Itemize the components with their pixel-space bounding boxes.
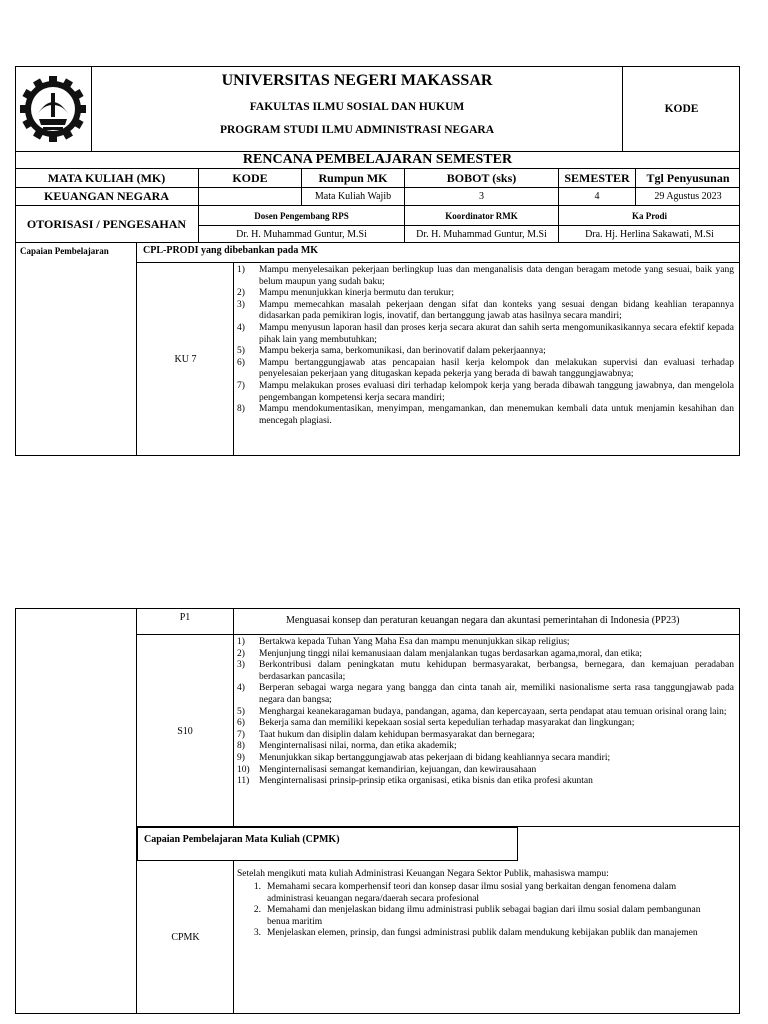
col-bobot-label: BOBOT (sks) — [405, 168, 559, 188]
list-item — [237, 730, 734, 742]
col-rumpun-label: Rumpun MK — [302, 168, 405, 188]
list-item-number: 5) — [237, 346, 245, 357]
cpmk-items — [237, 882, 717, 940]
list-item — [237, 649, 734, 661]
list-item — [237, 928, 717, 940]
cpl-prodi-label: CPL-PRODI yang dibebankan pada MK — [137, 242, 740, 263]
semester-value: 4 — [559, 187, 636, 206]
cp-label-col — [15, 242, 137, 456]
kaprodi-label: Ka Prodi — [631, 210, 668, 221]
list-item-text: Mampu bertanggungjawab atas pencapaian hasil kerja kelompok dan melakukan supervisi dan evaluasi terhadap penyelesaian pekerjaan yang ditugaskan kepada pekerja yang berada di bawah tanggungjawabnya; — [259, 357, 734, 380]
list-item — [237, 741, 734, 753]
list-item-number: 4) — [237, 322, 245, 333]
list-item-text: Berkontribusi dalam peningkatan mutu kehidupan bermasyarakat, berbangsa, bernegara, dan kemajuan peradaban berdasarkan pancasila; — [259, 660, 734, 682]
list-item-number: 5) — [237, 706, 245, 717]
list-item-number: 6) — [237, 357, 245, 368]
list-item-text: Menginternalisasi nilai, norma, dan etika akademik; — [259, 741, 457, 752]
list-item-text: Mampu bekerja sama, berkomunikasi, dan berinovatif dalam pekerjaannya; — [259, 346, 546, 357]
koordinator-value: Dr. H. Muhammad Guntur, M.Si — [405, 226, 559, 243]
list-item — [237, 300, 734, 323]
list-item-text: Menunjukkan sikap bertanggungjawab atas pekerjaan di bidang keahliannya secara mandiri; — [259, 752, 611, 763]
list-item — [237, 707, 734, 719]
col-semester-label: SEMESTER — [559, 168, 636, 188]
program-name: PROGRAM STUDI ILMU ADMINISTRASI NEGARA — [219, 124, 495, 136]
list-item-number: 7) — [237, 729, 245, 740]
dosen-label: Dosen Pengembang RPS — [199, 205, 405, 226]
list-item — [237, 718, 734, 730]
list-item — [237, 404, 734, 427]
list-item-text: Mampu melakukan proses evaluasi diri terhadap kelompok kerja yang berada dibawah tanggung jawabnya, dan mengelola pengembangan kompetensi kerja secara mandiri; — [259, 380, 734, 403]
list-item-text: Berperan sebagai warga negara yang bangga dan cinta tanah air, memiliki nasionalisme serta rasa tanggungjawab pada negara dan bangsa; — [259, 683, 734, 705]
list-item-text: Taat hukum dan disiplin dalam kehidupan bermasyarakat dan bernegara; — [259, 729, 535, 740]
list-item — [237, 765, 734, 777]
list-item — [237, 637, 734, 649]
list-item — [237, 683, 734, 706]
list-item — [237, 753, 734, 765]
list-item-number: 3) — [237, 299, 245, 310]
list-item-number: 4) — [237, 683, 245, 694]
list-item-text: Mampu memecahkan masalah pekerjaan dengan sifat dan konteks yang sesuai dengan bidang keahlian terapannya didasarkan pada pemikiran logis, inovatif, dan bertanggung jawab atas hasilnya secara mandiri; — [259, 299, 734, 322]
list-item — [237, 358, 734, 381]
col-mk-label: MATA KULIAH (MK) — [15, 168, 199, 188]
list-item-number: 2) — [237, 288, 245, 299]
koordinator-label: Koordinator RMK — [405, 205, 559, 226]
university-name: UNIVERSITAS NEGERI MAKASSAR — [221, 72, 493, 89]
list-item-number: 1) — [237, 637, 245, 647]
list-item-number: 1. — [253, 882, 261, 892]
otorisasi-label: OTORISASI / PENGESAHAN — [15, 205, 199, 243]
list-item-text: Menjelaskan elemen, prinsip, dan fungsi administrasi publik dalam mendukung kebijakan publik dan manajemen — [267, 928, 698, 939]
list-item-number: 8) — [237, 741, 245, 752]
rumpun-value: Mata Kuliah Wajib — [302, 187, 405, 206]
list-item-text: Memahami secara komperhensif teori dan konsep dasar ilmu sosial yang berkaitan dengan fenomena dalam administrasi keuangan negara/daerah secara profesional — [267, 882, 677, 904]
s10-list — [237, 637, 734, 788]
list-item-text: Menghargai keanekaragaman budaya, pandangan, agama, dan kepercayaan, serta pendapat atau temuan orisinal orang lain; — [259, 706, 727, 717]
cpmk-intro: Setelah mengikuti mata kuliah Administrasi Keuangan Negara Sektor Publik, mahasiswa mampu: — [237, 869, 609, 879]
kode-value — [199, 187, 302, 206]
col-tgl-label: Tgl Penyusunan — [646, 170, 730, 185]
list-item-text: Bertakwa kepada Tuhan Yang Maha Esa dan mampu menunjukkan sikap religius; — [259, 637, 570, 647]
list-item-text: Menginternalisasi semangat kemandirian, kejuangan, dan kewirausahaan — [259, 764, 537, 775]
list-item — [237, 265, 734, 288]
s10-items — [237, 637, 734, 788]
cpmk-header: Capaian Pembelajaran Mata Kuliah (CPMK) — [137, 827, 518, 861]
page2-left-col — [15, 608, 137, 1014]
list-item-number: 3. — [253, 928, 261, 939]
list-item — [237, 346, 734, 358]
ku-items — [237, 265, 734, 427]
list-item-text: Bekerja sama dan memiliki kepekaan sosial serta kepedulian terhadap masyarakat dan lingkungan; — [259, 718, 635, 729]
bobot-value: 3 — [405, 187, 559, 206]
list-item-text: Menjunjung tinggi nilai kemanusiaan dalam menjalankan tugas berdasarkan agama,moral, dan etika; — [259, 648, 643, 659]
mk-value: KEUANGAN NEGARA — [15, 187, 199, 206]
dosen-value: Dr. H. Muhammad Guntur, M.Si — [199, 226, 405, 243]
faculty-name: FAKULTAS ILMU SOSIAL DAN HUKUM — [249, 101, 465, 113]
tgl-value: 29 Agustus 2023 — [654, 191, 722, 202]
list-item-text: Mampu mendokumentasikan, menyimpan, mengamankan, dan menemukan kembali data untuk menjamin kesahihan dan mencegah plagiasi. — [259, 404, 734, 426]
list-item — [237, 776, 734, 788]
cp-label: Capaian Pembelajaran — [20, 246, 109, 256]
list-item-text: Memahami dan menjelaskan bidang ilmu administrasi publik sebagai bagian dari ilmu sosial dalam pembangunan benua maritim — [267, 905, 701, 927]
col-kode-label: KODE — [199, 168, 302, 188]
s10-code: S10 — [137, 635, 234, 827]
cpmk-code-col — [137, 861, 234, 1014]
list-item-number: 6) — [237, 718, 245, 729]
kaprodi-value: Dra. Hj. Herlina Sakawati, M.Si — [585, 229, 714, 240]
p1-code: P1 — [137, 608, 234, 635]
university-logo-icon — [19, 75, 87, 143]
kode-header: KODE — [664, 103, 699, 115]
list-item — [237, 882, 717, 905]
ku-code: KU 7 — [174, 354, 197, 365]
list-item — [237, 905, 717, 928]
list-item — [237, 323, 734, 346]
cpmk-code: CPMK — [171, 932, 200, 943]
list-item-number: 8) — [237, 404, 245, 415]
list-item — [237, 381, 734, 404]
ku-list — [237, 265, 734, 427]
list-item-text: Mampu menyelesaikan pekerjaan berlingkup luas dan menganalisis data dengan beragam metode yang sesuai, baik yang belum maupun yang sudah baku; — [259, 265, 734, 287]
p1-text: Menguasai konsep dan peraturan keuangan negara dan akuntasi pemerintahan di Indonesia (PP23) — [286, 615, 680, 626]
list-item-number: 1) — [237, 265, 245, 275]
list-item-number: 10) — [237, 764, 250, 775]
list-item-number: 7) — [237, 380, 245, 391]
list-item-number: 11) — [237, 776, 250, 787]
rps-title: RENCANA PEMBELAJARAN SEMESTER — [15, 151, 740, 169]
logo-cell — [15, 66, 91, 152]
list-item-text: Mampu menyusun laporan hasil dan proses kerja secara akurat dan sahih serta mengomunikasikannya secara efektif kepada pihak lain yang membutuhkan; — [259, 322, 734, 345]
list-item-number: 2. — [253, 905, 261, 916]
list-item-number: 9) — [237, 752, 245, 763]
list-item — [237, 288, 734, 300]
list-item-text: Menginternalisasi prinsip-prinsip etika organisasi, etika bisnis dan etika profesi akuntan — [259, 776, 593, 787]
list-item-text: Mampu menunjukkan kinerja bermutu dan terukur; — [259, 288, 454, 299]
list-item — [237, 660, 734, 683]
list-item-number: 2) — [237, 648, 245, 659]
cpmk-list — [237, 882, 717, 940]
list-item-number: 3) — [237, 660, 245, 671]
